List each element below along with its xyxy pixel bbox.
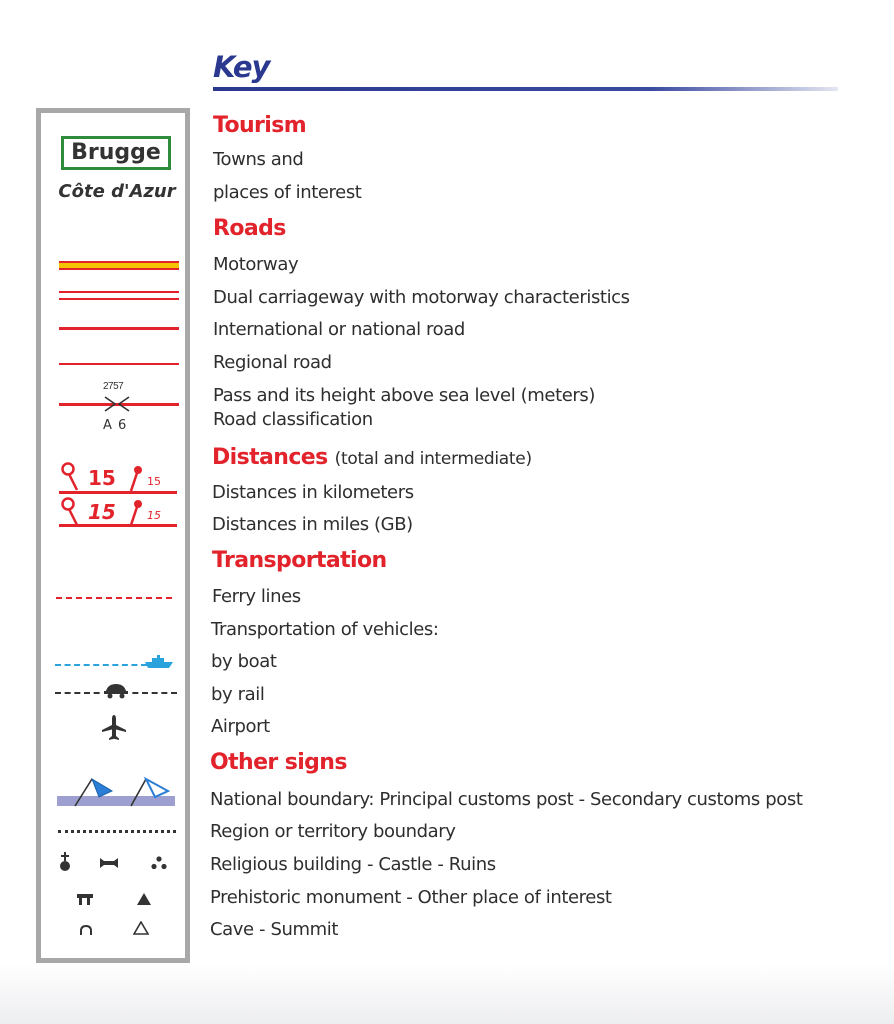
region-boundary-symbol	[58, 830, 176, 833]
distances-heading	[212, 445, 532, 470]
other-item-religious: Religious building - Castle - Ruins	[210, 854, 496, 875]
other-item-national-boundary: National boundary: Principal customs post - Secondary customs post	[210, 789, 803, 810]
distance-intermediate-km: 15	[147, 475, 161, 488]
distance-intermediate-marker-icon	[128, 464, 144, 492]
national-road-symbol	[59, 327, 179, 330]
distance-total-km: 15	[88, 466, 116, 490]
roads-item-dual-carriageway: Dual carriageway with motorway characteristics	[213, 287, 630, 308]
place-of-interest-icon	[137, 893, 151, 905]
distance-intermediate-miles: 15	[147, 509, 161, 522]
transportation-heading: Transportation	[212, 548, 387, 573]
other-signs-heading: Other signs	[210, 750, 347, 775]
transportation-item-vehicles: Transportation of vehicles:	[211, 619, 439, 640]
key-title-rule	[213, 87, 838, 91]
castle-icon	[99, 857, 119, 869]
roads-item-regional-road: Regional road	[213, 352, 332, 373]
distance-total-miles: 15	[88, 500, 116, 524]
legend-symbol-box	[36, 108, 190, 963]
transportation-item-rail: by rail	[211, 684, 265, 705]
prehistoric-monument-icon	[77, 893, 93, 905]
distances-item-km: Distances in kilometers	[212, 482, 414, 503]
religious-building-icon	[58, 852, 72, 872]
roads-item-classification: Road classification	[213, 409, 373, 430]
road-classification-label: A 6	[103, 418, 128, 433]
pass-height-label: 2757	[103, 381, 124, 392]
tourism-heading: Tourism	[213, 113, 307, 138]
distances-item-miles: Distances in miles (GB)	[212, 514, 413, 535]
distance-miles-line	[59, 524, 177, 527]
distances-heading-label: Distances	[212, 445, 328, 470]
motorway-symbol	[59, 261, 179, 270]
other-item-region-boundary: Region or territory boundary	[210, 821, 456, 842]
distance-start-marker-icon	[60, 496, 80, 526]
customs-flag-icon	[72, 775, 116, 807]
other-item-prehistoric: Prehistoric monument - Other place of interest	[210, 887, 612, 908]
distance-start-marker-icon	[60, 461, 80, 491]
transportation-item-ferry: Ferry lines	[212, 586, 301, 607]
roads-item-national-road: International or national road	[213, 319, 465, 340]
rail-car-icon	[101, 682, 131, 700]
dual-carriageway-symbol	[59, 291, 179, 300]
page-shadow	[0, 964, 894, 1024]
place-of-interest-symbol: Côte d'Azur	[58, 181, 176, 202]
key-title: Key	[213, 50, 270, 84]
distance-km-line	[59, 491, 177, 494]
transportation-item-airport: Airport	[211, 716, 270, 737]
roads-heading: Roads	[213, 216, 286, 241]
tourism-line-1: Towns and	[213, 149, 304, 170]
distance-intermediate-marker-icon	[128, 498, 144, 526]
town-symbol: Brugge	[61, 136, 171, 170]
ruins-icon	[151, 856, 167, 870]
summit-icon	[133, 921, 149, 935]
regional-road-symbol	[59, 363, 179, 365]
other-item-cave: Cave - Summit	[210, 919, 339, 940]
distances-heading-note: (total and intermediate)	[334, 449, 532, 469]
tourism-line-2: places of interest	[213, 182, 362, 203]
customs-flag-icon	[128, 775, 172, 807]
pass-icon	[104, 395, 130, 413]
cave-icon	[79, 925, 93, 935]
ferry-line-symbol	[56, 597, 172, 599]
transportation-item-boat: by boat	[211, 651, 277, 672]
boat-transport-line	[55, 664, 147, 666]
roads-item-motorway: Motorway	[213, 254, 299, 275]
roads-item-pass: Pass and its height above sea level (meters)	[213, 385, 596, 406]
ferry-boat-icon	[143, 655, 175, 669]
airplane-icon	[101, 714, 127, 742]
